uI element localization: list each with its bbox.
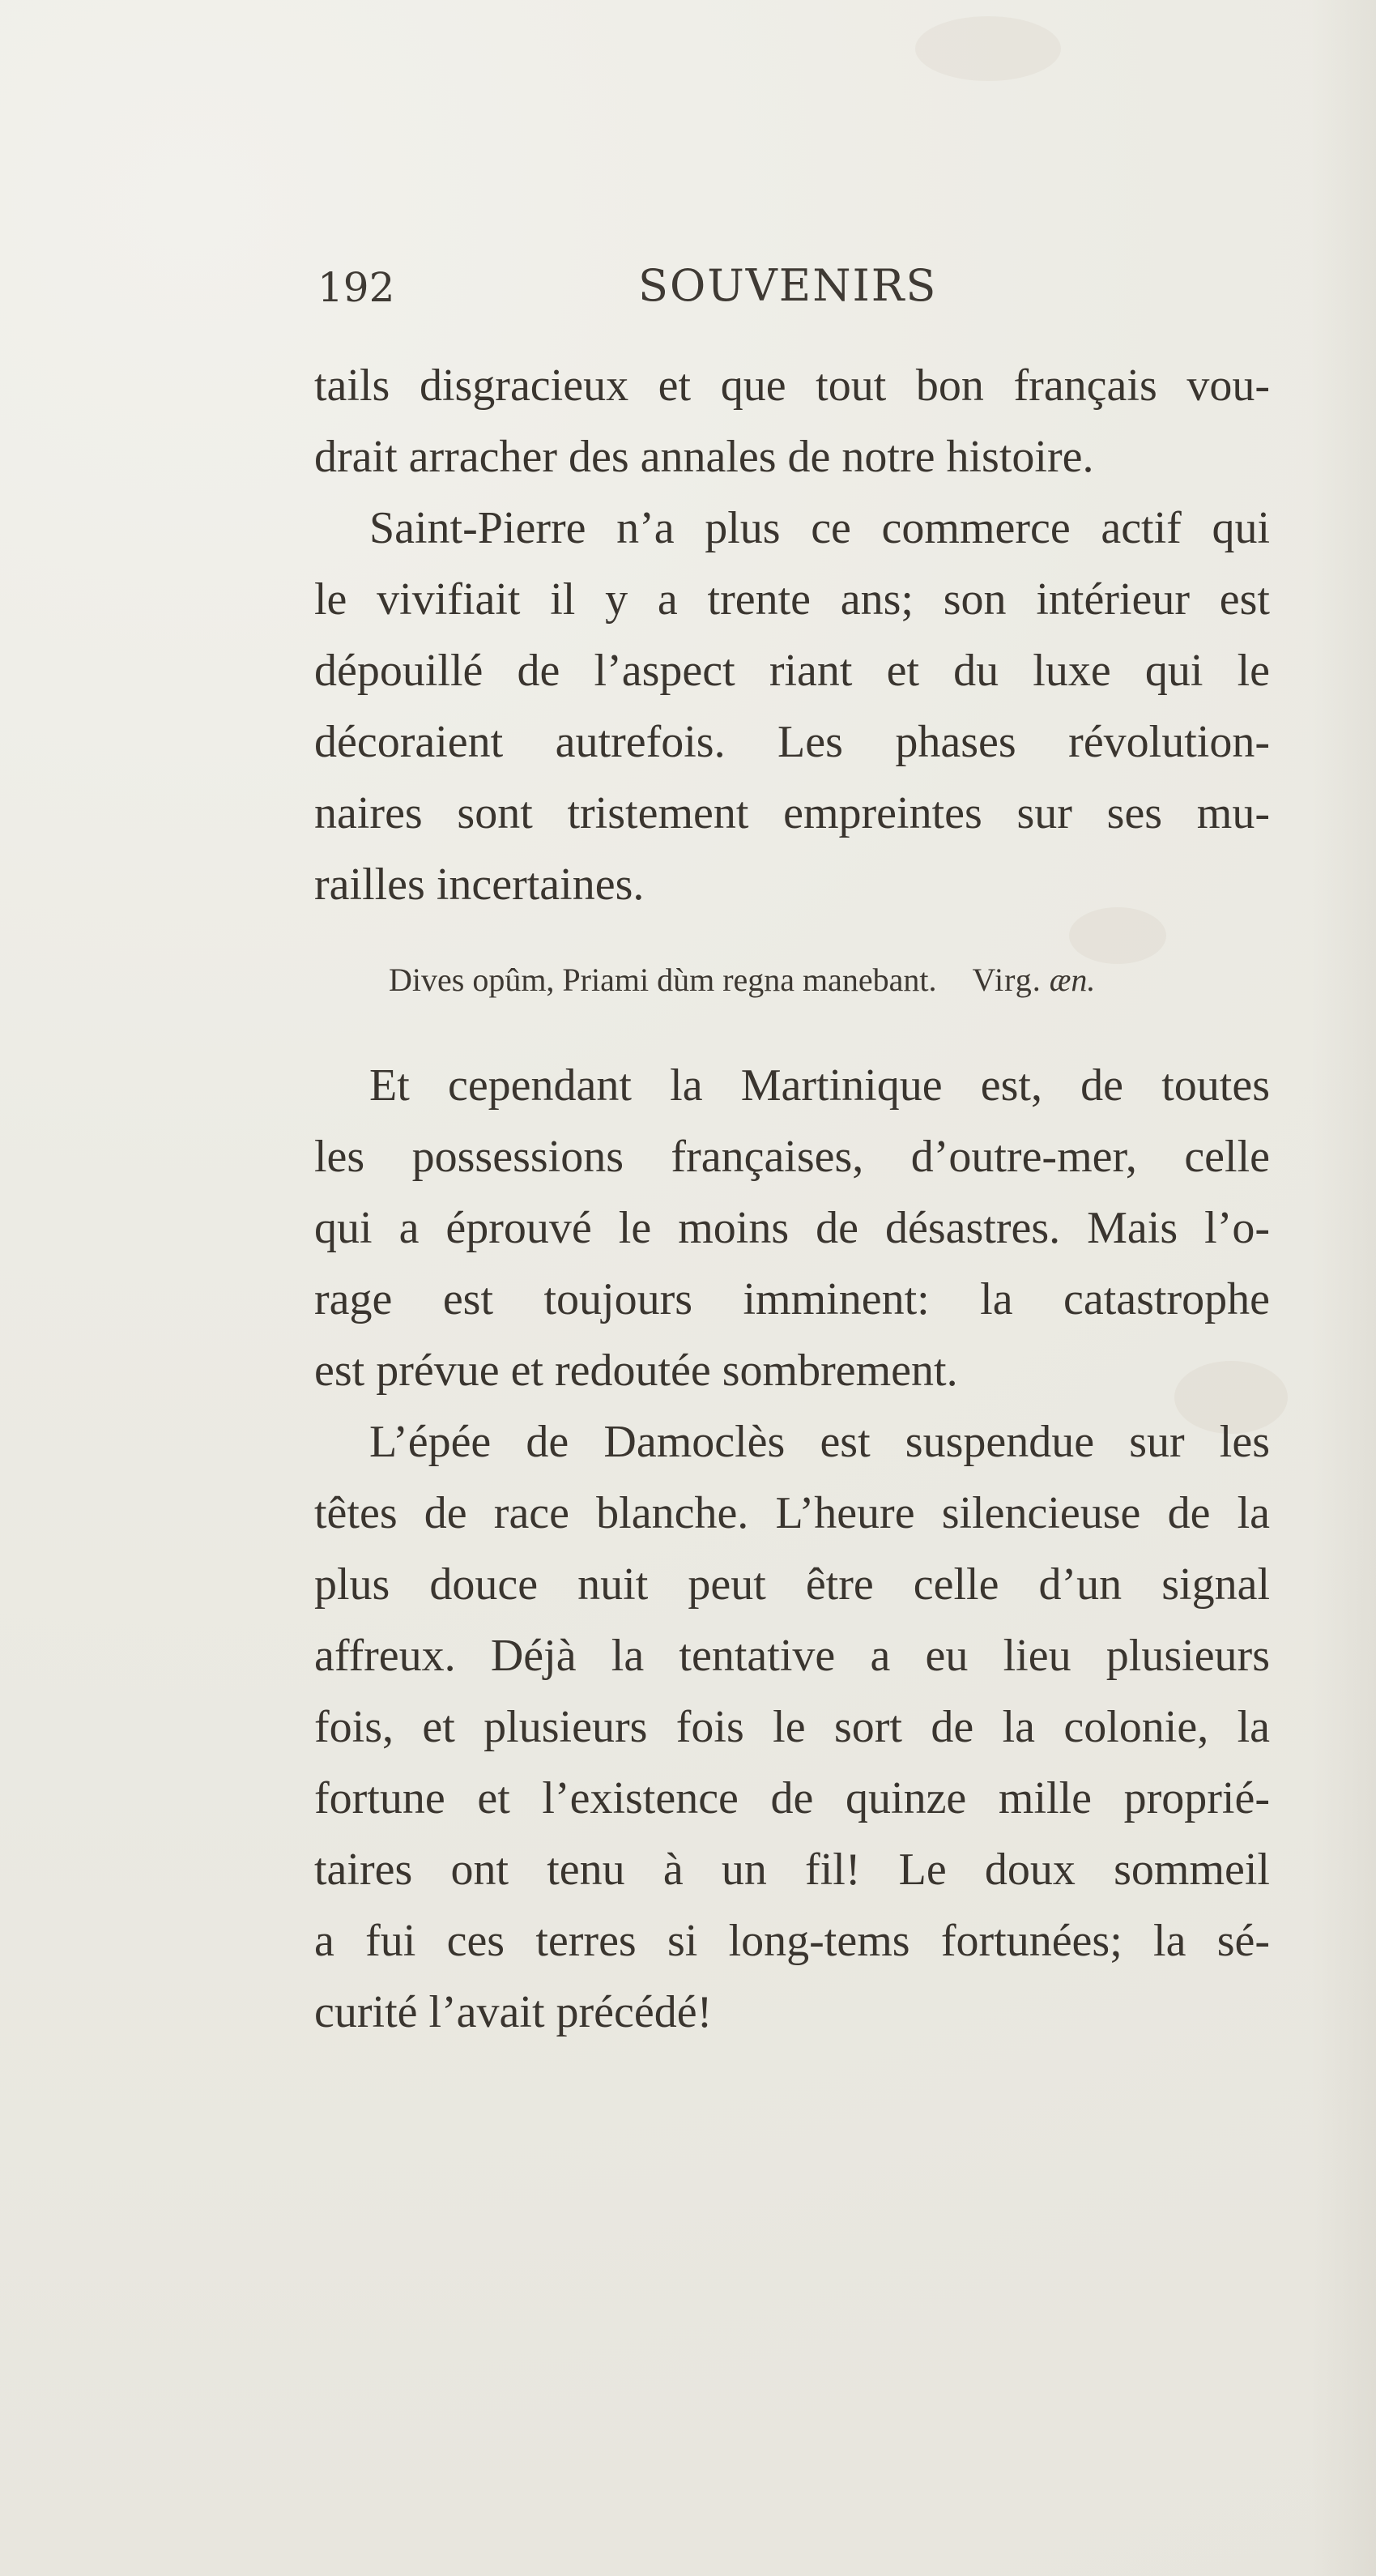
- quotation-book: æn.: [1049, 962, 1096, 998]
- text-line: rage est toujours imminent: la catastrophe: [314, 1274, 1270, 1324]
- text-line: les possessions françaises, d’outre-mer, celle: [314, 1132, 1270, 1182]
- text-line: dépouillé de l’aspect riant et du luxe qui le: [314, 646, 1270, 696]
- running-head-title: SOUVENIRS: [638, 260, 938, 311]
- text-line: Saint-Pierre n’a plus ce commerce actif qui: [369, 503, 1270, 553]
- text-line: taires ont tenu à un fil! Le doux sommeil: [314, 1845, 1270, 1895]
- paragraph-saint-pierre: [314, 493, 1270, 920]
- text-block-bottom: [314, 1050, 1270, 2048]
- text-block-top: [314, 350, 1270, 920]
- text-line: le vivifiait il y a trente ans; son intérieur est: [314, 574, 1270, 625]
- running-head: [317, 260, 957, 321]
- page-edge-shadow: [1311, 0, 1376, 2576]
- text-line: est prévue et redoutée sombrement.: [314, 1346, 958, 1396]
- text-line: têtes de race blanche. L’heure silencieuse de la: [314, 1488, 1270, 1538]
- quotation-text: Dives opûm, Priami dùm regna manebant.: [389, 962, 937, 998]
- text-line: tails disgracieux et que tout bon français vou-: [314, 360, 1270, 411]
- text-line: curité l’avait précédé!: [314, 1987, 713, 2037]
- text-line: drait arracher des annales de notre histoire.: [314, 432, 1094, 482]
- text-line: affreux. Déjà la tentative a eu lieu plusieurs: [314, 1631, 1270, 1681]
- paper-stain: [915, 16, 1061, 81]
- page-number: 192: [317, 264, 395, 311]
- text-line: décoraient autrefois. Les phases révolution-: [314, 717, 1270, 767]
- paragraph-damocles: [314, 1406, 1270, 2048]
- text-line: a fui ces terres si long-tems fortunées; la sé-: [314, 1916, 1270, 1966]
- text-line: qui a éprouvé le moins de désastres. Mais l’o-: [314, 1203, 1270, 1253]
- text-line: Et cependant la Martinique est, de toutes: [369, 1060, 1270, 1111]
- text-line: railles incertaines.: [314, 859, 645, 910]
- paragraph-martinique: [314, 1050, 1270, 1406]
- text-line: L’épée de Damoclès est suspendue sur les: [369, 1417, 1270, 1467]
- text-line: fortune et l’existence de quinze mille proprié-: [314, 1773, 1270, 1823]
- quotation-author: Virg.: [972, 962, 1042, 998]
- text-line: naires sont tristement empreintes sur ses mu-: [314, 788, 1270, 838]
- paragraph-continuation: [314, 350, 1270, 493]
- text-line: plus douce nuit peut être celle d’un signal: [314, 1559, 1270, 1610]
- latin-quotation: [389, 956, 1231, 1004]
- text-line: fois, et plusieurs fois le sort de la colonie, la: [314, 1702, 1270, 1752]
